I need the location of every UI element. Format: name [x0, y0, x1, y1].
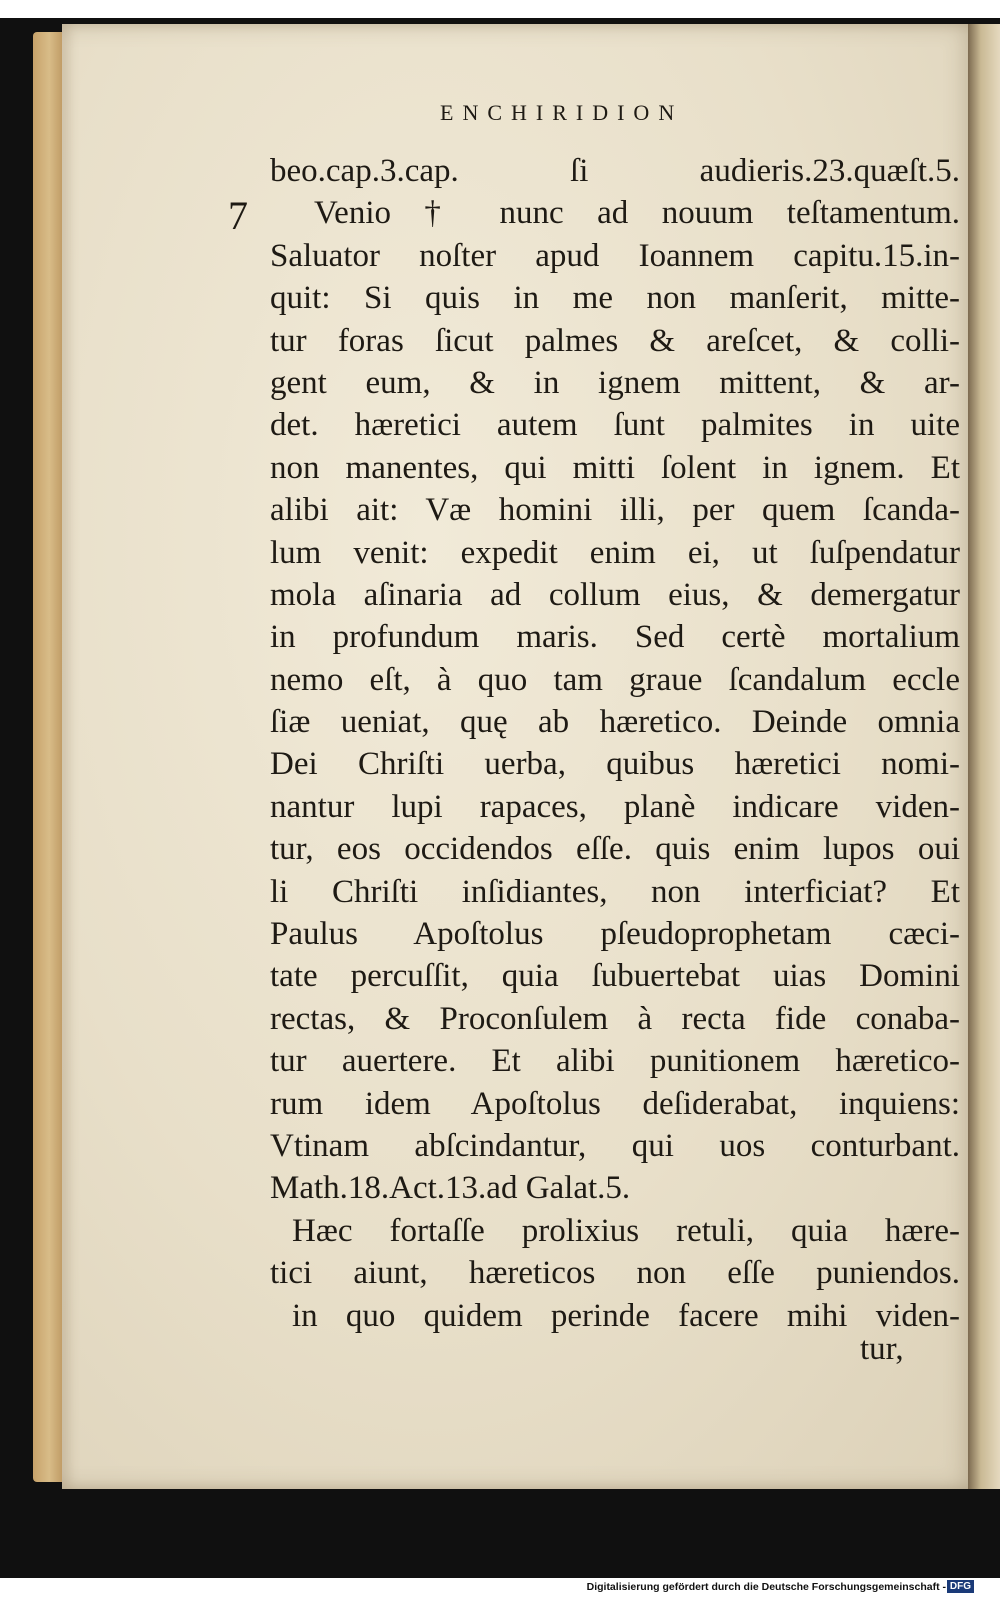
text-line: beo.cap.3.cap. ſi audieris.23.quæſt.5. [270, 153, 960, 189]
catchword: tur, [860, 1331, 904, 1367]
page-right-edge [968, 24, 1000, 1489]
body-text [270, 150, 960, 1337]
text-line: Math.18.Act.13.ad Galat.5. [270, 1170, 631, 1207]
text-line: li Chriſti inſidiantes, non interficiat? Et [270, 873, 960, 910]
text-line: ſiæ ueniat, quę ab hæretico. Deinde omnia [270, 704, 960, 741]
running-head: ENCHIRIDION [440, 100, 684, 125]
text-line: rectas, & Proconſulem à recta fide conaba- [270, 1000, 960, 1037]
text-line: tur, eos occidendos eſſe. quis enim lupos oui [270, 831, 960, 868]
text-line: det. hæretici autem ſunt palmites in uite [270, 407, 960, 444]
text-line: Saluator noſter apud Ioannem capitu.15.in- [270, 237, 960, 274]
text-line: alibi ait: Væ homini illi, per quem ſcanda- [270, 492, 960, 529]
text-line: non manentes, qui mitti ſolent in ignem. Et [270, 449, 960, 486]
text-line: in profundum maris. Sed certè mortalium [270, 619, 960, 656]
text-line: in quo quidem perinde facere mihi viden- [292, 1297, 960, 1334]
text-line: Venio † nunc ad nouum teſtamentum. [314, 195, 960, 232]
text-line: Hæc fortaſſe prolixius retuli, quia hære- [292, 1212, 960, 1249]
text-line: tici aiunt, hæreticos non eſſe puniendos. [270, 1255, 960, 1292]
text-line: tate percuſſit, quia ſubuertebat uias Domini [270, 958, 960, 995]
text-line: Dei Chriſti uerba, quibus hæretici nomi- [270, 746, 960, 783]
text-line: gent eum, & in ignem mittent, & ar- [270, 364, 960, 401]
text-line: mola aſinaria ad collum eius, & demergatur [270, 576, 960, 613]
margin-number: 7 [228, 193, 248, 238]
text-line: lum venit: expedit enim ei, ut ſuſpendatur [270, 534, 960, 571]
text-line: nantur lupi rapaces, planè indicare viden- [270, 788, 960, 825]
text-line: nemo eſt, à quo tam graue ſcandalum eccle [270, 661, 960, 698]
text-line: Vtinam abſcindantur, qui uos conturbant. [270, 1127, 960, 1164]
text-line: tur auertere. Et alibi punitionem hæretico- [270, 1043, 960, 1080]
text-line: tur foras ſicut palmes & areſcet, & colli- [270, 322, 960, 359]
dfg-logo[interactable]: DFG [947, 1580, 974, 1593]
footer-credit: Digitalisierung gefördert durch die Deutsche Forschungsgemeinschaft - [586, 1581, 946, 1593]
text-line: Paulus Apoſtolus pſeudoprophetam cæci- [270, 916, 960, 953]
text-line: rum idem Apoſtolus deſiderabat, inquiens: [270, 1085, 960, 1122]
text-line: quit: Si quis in me non manſerit, mitte- [270, 280, 960, 317]
